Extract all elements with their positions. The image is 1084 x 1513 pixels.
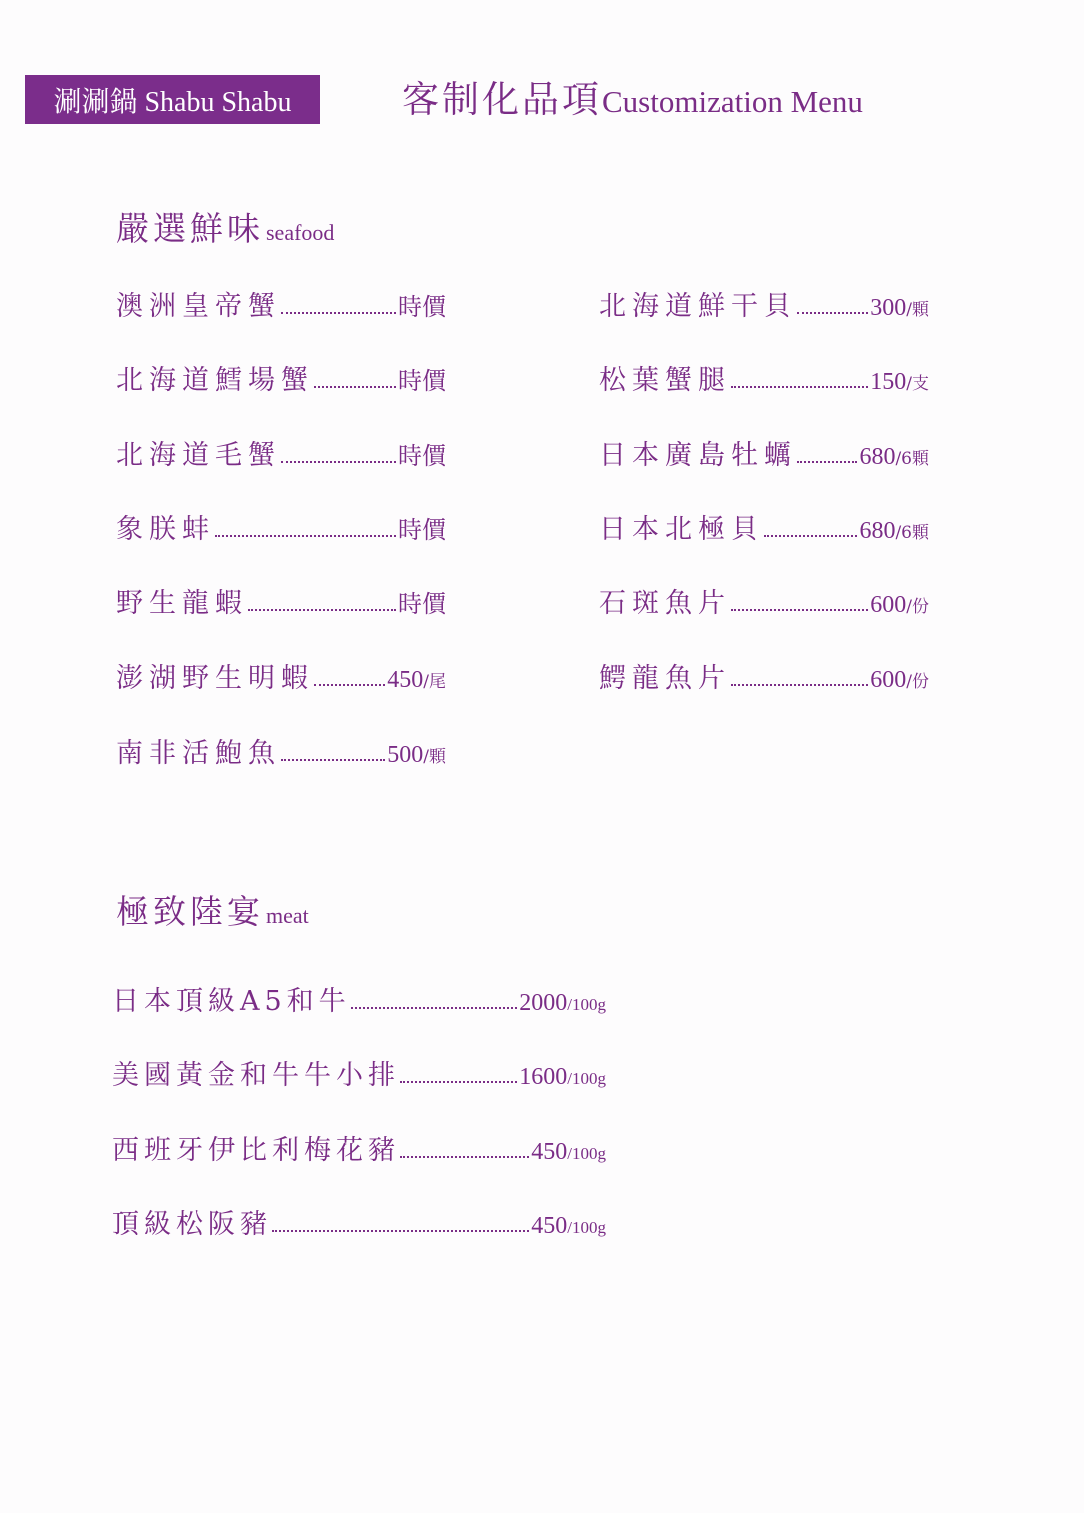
price-unit: /6顆 — [895, 449, 929, 469]
dot-leader — [731, 386, 868, 388]
dot-leader — [248, 609, 396, 611]
item-name: 澎湖野生明蝦 — [116, 663, 314, 694]
price-value: 2000 — [519, 990, 568, 1016]
dot-leader — [281, 461, 396, 463]
price-unit: /100g — [567, 1069, 606, 1088]
price-unit: /6顆 — [895, 523, 929, 543]
menu-item — [112, 1062, 606, 1089]
item-price — [870, 370, 929, 394]
item-name: 松葉蟹腿 — [599, 365, 731, 396]
price-value: 300 — [870, 295, 907, 321]
price-value: 時價 — [398, 592, 446, 618]
item-price — [387, 743, 446, 767]
item-name: 日本北極貝 — [599, 514, 764, 545]
dot-leader — [400, 1156, 529, 1158]
item-price — [859, 519, 929, 543]
price-unit: /尾 — [423, 672, 446, 692]
dot-leader — [272, 1230, 529, 1232]
price-unit: /100g — [567, 1144, 606, 1163]
item-price — [859, 445, 929, 469]
item-price — [398, 370, 446, 394]
dot-leader — [731, 684, 868, 686]
menu-item — [116, 665, 446, 692]
meat-heading — [116, 892, 309, 931]
dot-leader — [281, 759, 385, 761]
seafood-heading-zh: 嚴選鮮味 — [116, 209, 264, 248]
item-name: 野生龍蝦 — [116, 588, 248, 619]
menu-item — [599, 516, 929, 543]
dot-leader — [281, 312, 396, 314]
price-value: 600 — [870, 667, 907, 693]
price-value: 680 — [859, 518, 896, 544]
price-value: 150 — [870, 369, 907, 395]
brand-badge: 涮涮鍋 Shabu Shabu — [25, 75, 320, 124]
item-price — [531, 1140, 606, 1164]
price-value: 500 — [387, 742, 424, 768]
price-value: 時價 — [398, 295, 446, 321]
price-value: 680 — [859, 444, 896, 470]
dot-leader — [797, 461, 857, 463]
price-unit: /份 — [906, 597, 929, 617]
item-price — [870, 668, 929, 692]
dot-leader — [314, 386, 396, 388]
price-unit: /100g — [567, 1218, 606, 1237]
item-name: 北海道毛蟹 — [116, 440, 281, 471]
price-value: 600 — [870, 592, 907, 618]
price-value: 450 — [531, 1213, 568, 1239]
item-price — [870, 296, 929, 320]
menu-item — [112, 1137, 606, 1164]
dot-leader — [764, 535, 857, 537]
price-value: 450 — [531, 1139, 568, 1165]
menu-item — [116, 590, 446, 617]
price-value: 時價 — [398, 369, 446, 395]
price-value: 時價 — [398, 518, 446, 544]
item-price — [519, 1065, 606, 1089]
menu-item — [116, 516, 446, 543]
menu-item — [112, 1211, 606, 1238]
price-unit: /份 — [906, 672, 929, 692]
menu-item — [599, 590, 929, 617]
dot-leader — [351, 1007, 518, 1009]
menu-item — [116, 740, 446, 767]
price-value: 450 — [387, 667, 424, 693]
price-unit: /顆 — [423, 747, 446, 767]
dot-leader — [400, 1081, 517, 1083]
item-price — [398, 519, 446, 543]
menu-item — [599, 442, 929, 469]
seafood-heading-en: seafood — [266, 220, 335, 245]
dot-leader — [797, 312, 868, 314]
menu-item — [599, 367, 929, 394]
item-name: 日本頂級A5和牛 — [112, 986, 351, 1017]
item-name: 頂級松阪豬 — [112, 1209, 272, 1240]
page-title-zh: 客制化品項 — [402, 80, 602, 121]
item-price — [531, 1214, 606, 1238]
item-name: 美國黃金和牛牛小排 — [112, 1060, 400, 1091]
item-price — [398, 296, 446, 320]
menu-item — [112, 988, 606, 1015]
dot-leader — [215, 535, 396, 537]
item-name: 北海道鱈場蟹 — [116, 365, 314, 396]
item-name: 澳洲皇帝蟹 — [116, 291, 281, 322]
item-name: 西班牙伊比利梅花豬 — [112, 1135, 400, 1166]
price-unit: /支 — [906, 374, 929, 394]
page-title — [402, 82, 863, 119]
menu-item — [116, 293, 446, 320]
item-price — [870, 593, 929, 617]
item-name: 象朕蚌 — [116, 514, 215, 545]
price-unit: /顆 — [906, 300, 929, 320]
dot-leader — [314, 684, 385, 686]
menu-item — [599, 665, 929, 692]
meat-heading-en: meat — [266, 903, 309, 928]
seafood-heading — [116, 209, 335, 248]
dot-leader — [731, 609, 868, 611]
item-price — [519, 991, 606, 1015]
page-title-en: Customization Menu — [602, 84, 863, 119]
menu-item — [116, 442, 446, 469]
menu-item — [116, 367, 446, 394]
item-name: 北海道鮮干貝 — [599, 291, 797, 322]
item-name: 鰐龍魚片 — [599, 663, 731, 694]
item-name: 石斑魚片 — [599, 588, 731, 619]
item-price — [398, 445, 446, 469]
menu-item — [599, 293, 929, 320]
price-value: 時價 — [398, 444, 446, 470]
price-value: 1600 — [519, 1064, 568, 1090]
item-price — [398, 593, 446, 617]
item-name: 南非活鮑魚 — [116, 738, 281, 769]
item-name: 日本廣島牡蠣 — [599, 440, 797, 471]
item-price — [387, 668, 446, 692]
meat-heading-zh: 極致陸宴 — [116, 892, 264, 931]
price-unit: /100g — [567, 995, 606, 1014]
